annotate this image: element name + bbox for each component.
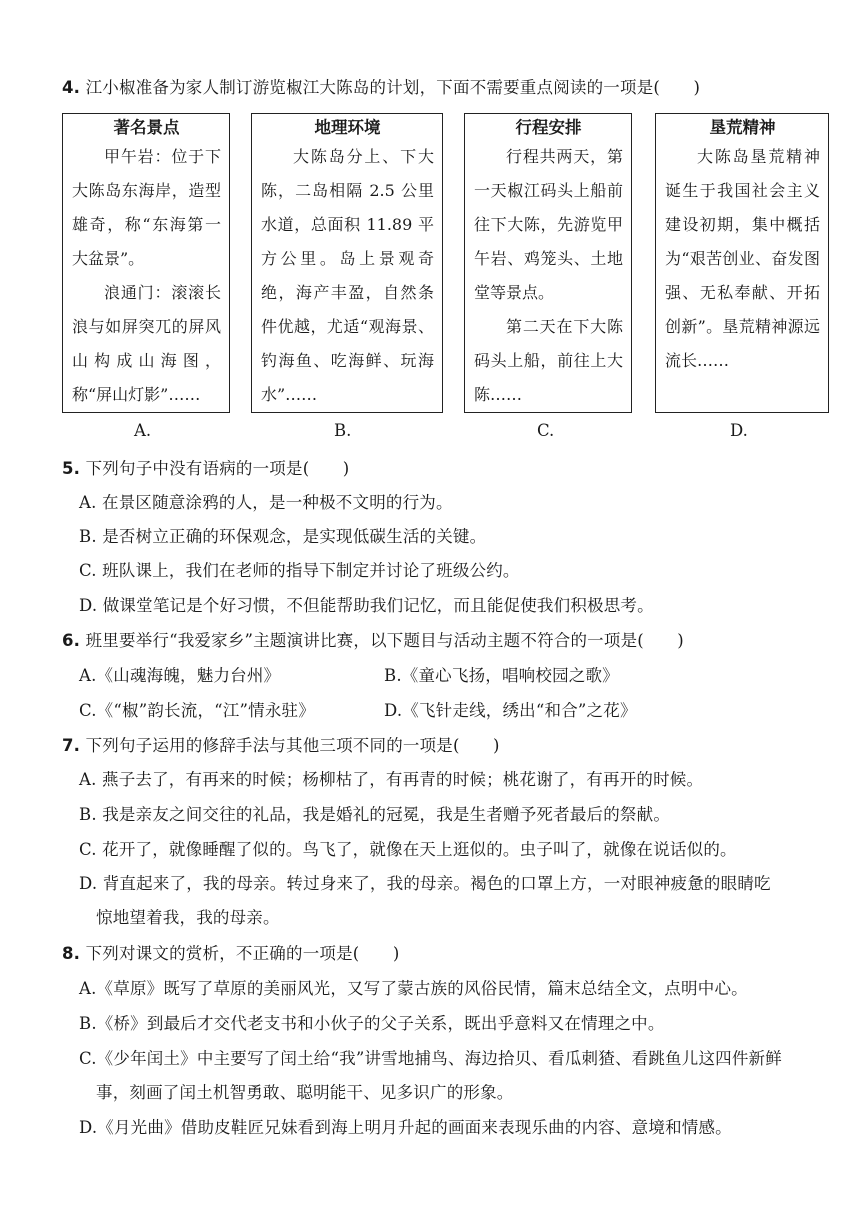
- box-paragraph: 行程共两天，第一天椒江码头上船前往下大陈，先游览甲午岩、鸡笼头、土地堂等景点。: [474, 147, 623, 302]
- question-number: 6.: [62, 631, 81, 650]
- q5-option-c: C. 班队课上，我们在老师的指导下制定并讨论了班级公约。: [79, 561, 520, 580]
- box-body: [261, 140, 434, 412]
- q4-stem: 4. 江小椒准备为家人制订游览椒江大陈岛的计划，下面不需要重点阅读的一项是( ): [62, 78, 701, 97]
- option-box-c: [464, 113, 632, 413]
- q7-stem: 7. 下列句子运用的修辞手法与其他三项不同的一项是( ): [62, 736, 500, 755]
- q8-option-c-continued: 事，刻画了闰土机智勇敢、聪明能干、见多识广的形象。: [96, 1083, 514, 1102]
- question-number: 5.: [62, 459, 81, 478]
- option-box-b: [251, 113, 443, 413]
- option-box-a: [62, 113, 230, 413]
- question-number: 7.: [62, 736, 81, 755]
- q7-option-d-continued: 惊地望着我，我的母亲。: [96, 908, 280, 927]
- box-title: 著名景点: [113, 118, 180, 137]
- box-paragraph: 甲午岩：位于下大陈岛东海岸，造型雄奇，称“东海第一大盆景”。: [72, 147, 221, 268]
- box-title: 地理环境: [314, 118, 381, 137]
- q8-option-a: A.《草原》既写了草原的美丽风光，又写了蒙古族的风俗民情，篇末总结全文，点明中心。: [79, 979, 748, 998]
- option-label-d: D.: [730, 421, 748, 440]
- q6-option-d: D.《飞针走线，绣出“和合”之花》: [384, 701, 637, 720]
- q8-stem: 8. 下列对课文的赏析，不正确的一项是( ): [62, 944, 400, 963]
- q5-option-d: D. 做课堂笔记是个好习惯，不但能帮助我们记忆，而且能促使我们积极思考。: [79, 596, 654, 615]
- q7-option-a: A. 燕子去了，有再来的时候；杨柳枯了，有再青的时候；桃花谢了，有再开的时候。: [79, 770, 704, 789]
- q5-option-a: A. 在景区随意涂鸦的人，是一种极不文明的行为。: [79, 493, 453, 512]
- q6-option-c: C.《“椒”韵长流，“江”情永驻》: [79, 701, 315, 720]
- option-label-b: B.: [334, 421, 352, 440]
- q8-option-d: D.《月光曲》借助皮鞋匠兄妹看到海上明月升起的画面来表现乐曲的内容、意境和情感。: [79, 1118, 732, 1137]
- q7-option-b: B. 我是亲友之间交往的礼品，我是婚礼的冠冕，我是生者赠予死者最后的祭献。: [79, 805, 671, 824]
- box-title: 行程安排: [515, 118, 582, 137]
- box-body: [474, 140, 623, 412]
- option-box-d: [655, 113, 829, 413]
- q5-stem: 5. 下列句子中没有语病的一项是( ): [62, 459, 350, 478]
- q8-option-c: C.《少年闰土》中主要写了闰土给“我”讲雪地捕鸟、海边拾贝、看瓜刺猹、看跳鱼儿这四件新鲜: [79, 1049, 782, 1068]
- box-paragraph: 大陈岛垦荒精神诞生于我国社会主义建设初期，集中概括为“艰苦创业、奋发图强、无私奉献、开拓创新”。垦荒精神源远流长……: [665, 147, 820, 370]
- q8-option-b: B.《桥》到最后才交代老支书和小伙子的父子关系，既出乎意料又在情理之中。: [79, 1014, 665, 1033]
- box-title: 垦荒精神: [709, 118, 776, 137]
- box-body: [665, 140, 820, 378]
- q6-stem: 6. 班里要举行“我爱家乡”主题演讲比赛，以下题目与活动主题不符合的一项是( ): [62, 631, 684, 650]
- q6-option-b: B.《童心飞扬，唱响校园之歌》: [384, 666, 619, 685]
- q7-option-c: C. 花开了，就像睡醒了似的。鸟飞了，就像在天上逛似的。虫子叫了，就像在说话似的。: [79, 840, 737, 859]
- q6-option-a: A.《山魂海魄，魅力台州》: [79, 666, 281, 685]
- box-paragraph: 浪通门：滚滚长浪与如屏突兀的屏风山构成山海图，称“屏山灯影”……: [72, 283, 221, 404]
- option-label-a: A.: [134, 421, 152, 440]
- option-label-c: C.: [537, 421, 555, 440]
- q7-option-d: D. 背直起来了，我的母亲。转过身来了，我的母亲。褐色的口罩上方，一对眼神疲惫的眼睛吃: [79, 874, 771, 893]
- question-number: 8.: [62, 944, 81, 963]
- question-number: 4.: [62, 78, 81, 97]
- box-paragraph: 大陈岛分上、下大陈，二岛相隔 2.5 公里水道，总面积 11.89 平方公里。岛上景观奇绝，海产丰盈，自然条件优越，尤适“观海景、钓海鱼、吃海鲜、玩海水”……: [261, 147, 434, 404]
- box-paragraph: 第二天在下大陈码头上船，前往上大陈……: [474, 317, 623, 404]
- box-body: [72, 140, 221, 412]
- q5-option-b: B. 是否树立正确的环保观念，是实现低碳生活的关键。: [79, 527, 487, 546]
